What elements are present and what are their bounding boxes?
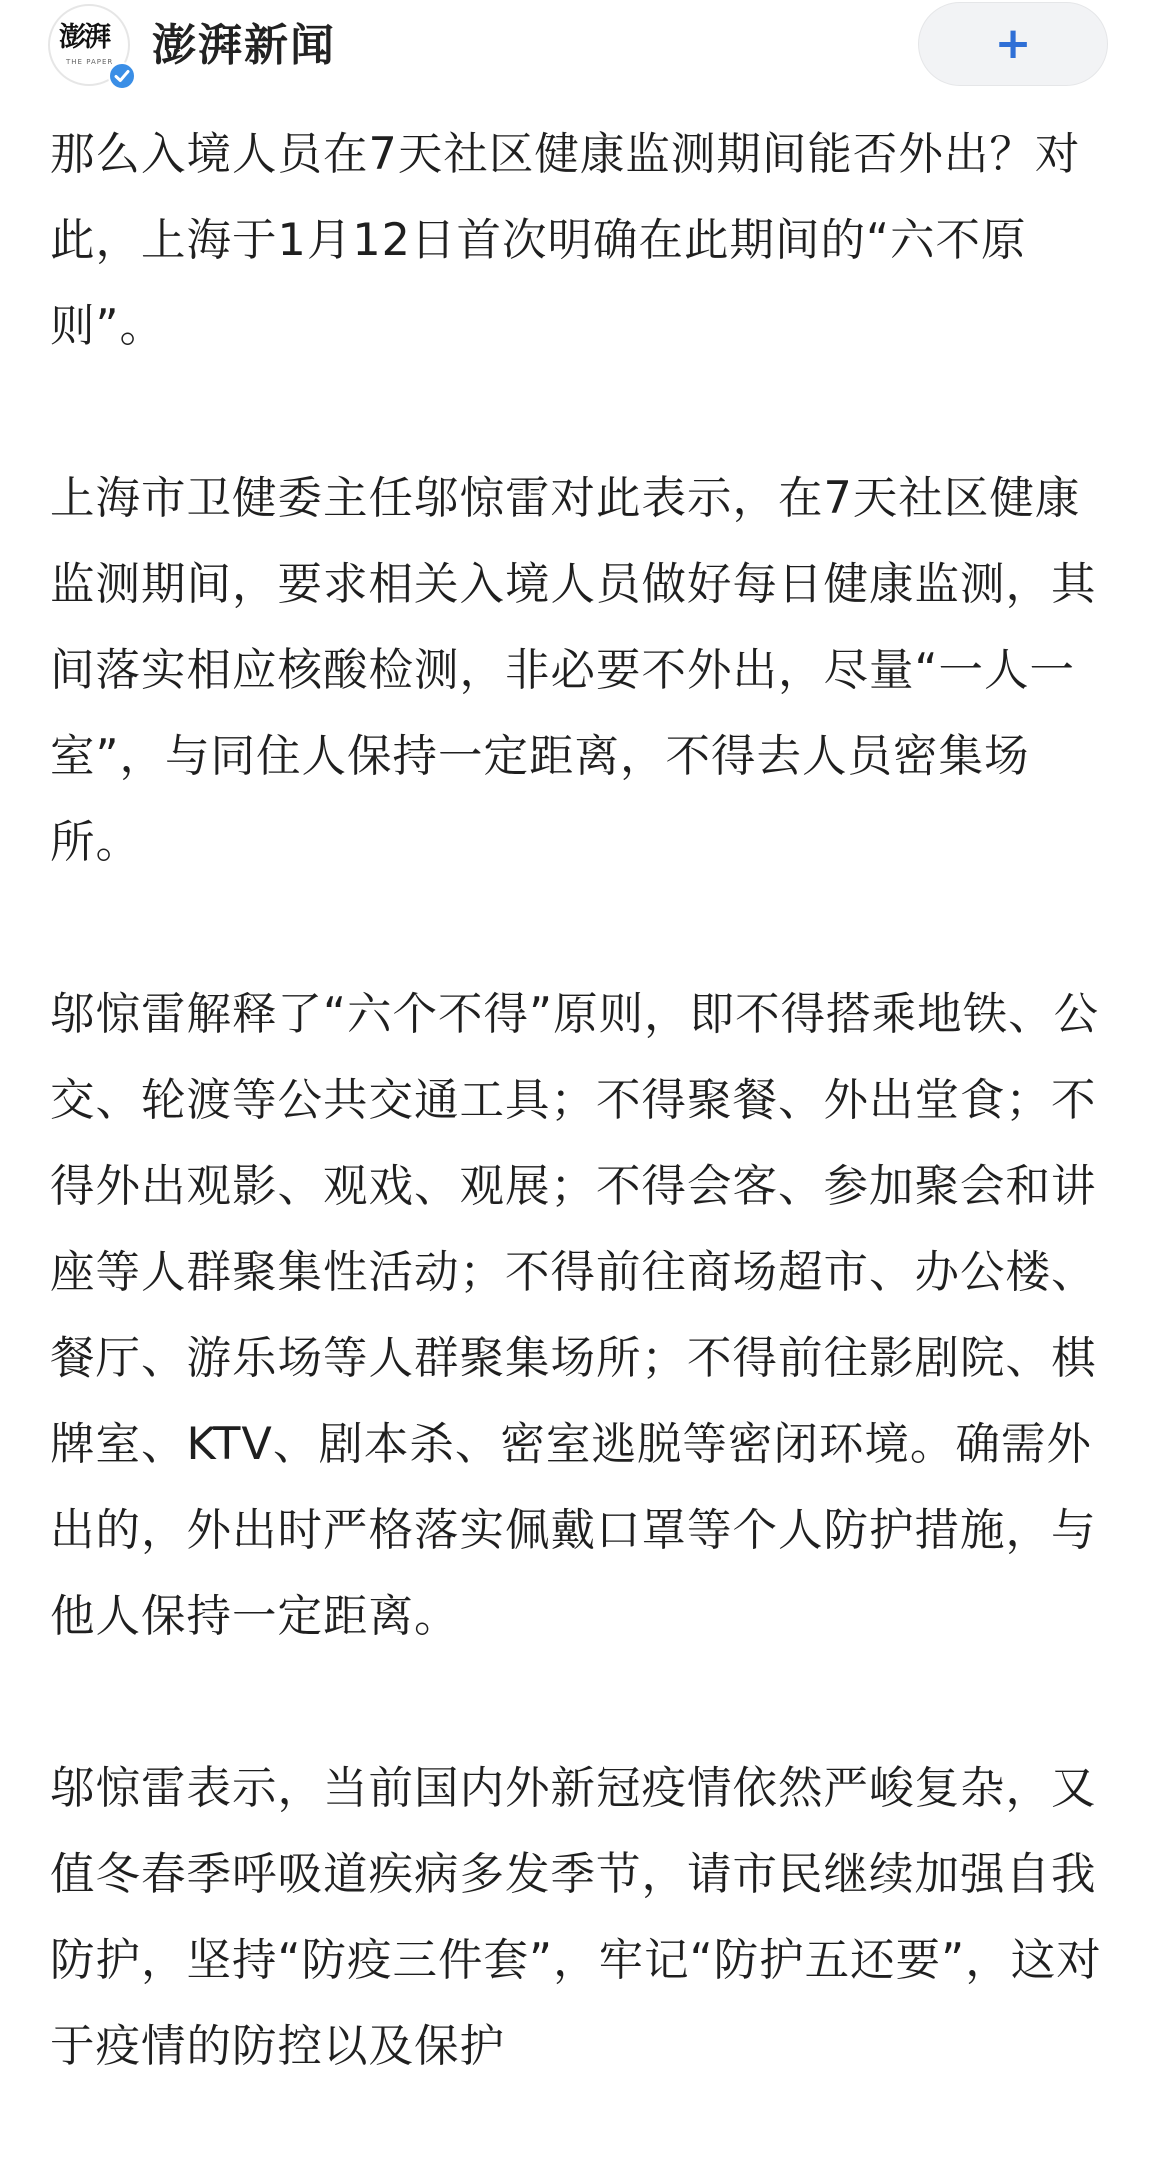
article-paragraph: 邬惊雷解释了“六个不得”原则，即不得搭乘地铁、公交、轮渡等公共交通工具；不得聚餐、外出堂食；不得外出观影、观戏、观展；不得会客、参加聚会和讲座等人群聚集性活动；不得前往商场超市、办公楼、餐厅、游乐场等人群聚集场所；不得前往影剧院、棋牌室、KTV、剧本杀、密室逃脱等密闭环境。确需外出的，外出时严格落实佩戴口罩等个人防护措施，与他人保持一定距离。: [50, 989, 1100, 1642]
article-paragraph: 上海市卫健委主任邬惊雷对此表示，在7天社区健康监测期间，要求相关入境人员做好每日健康监测，其间落实相应核酸检测，非必要不外出，尽量“一人一室”，与同住人保持一定距离，不得去人员密集场所。: [50, 473, 1097, 868]
account-header: [0, 0, 1152, 92]
plus-icon: +: [994, 18, 1032, 69]
avatar-logo-subtitle: THE PAPER: [66, 58, 114, 66]
avatar-logo: 澎湃: [59, 22, 109, 53]
article-body: [50, 112, 1110, 2176]
account-name[interactable]: 澎湃新闻: [152, 20, 336, 71]
article-paragraph: 邬惊雷表示，当前国内外新冠疫情依然严峻复杂，又值冬春季呼吸道疾病多发季节，请市民继续加强自我防护，坚持“防疫三件套”，牢记“防护五还要”，这对于疫情的防控以及保护: [50, 1763, 1102, 2072]
follow-button[interactable]: [918, 2, 1108, 86]
article-paragraph: 那么入境人员在7天社区健康监测期间能否外出？对此，上海于1月12日首次明确在此期间的“六不原则”。: [50, 129, 1081, 352]
avatar[interactable]: [48, 4, 130, 86]
verified-badge-icon: [108, 62, 136, 90]
